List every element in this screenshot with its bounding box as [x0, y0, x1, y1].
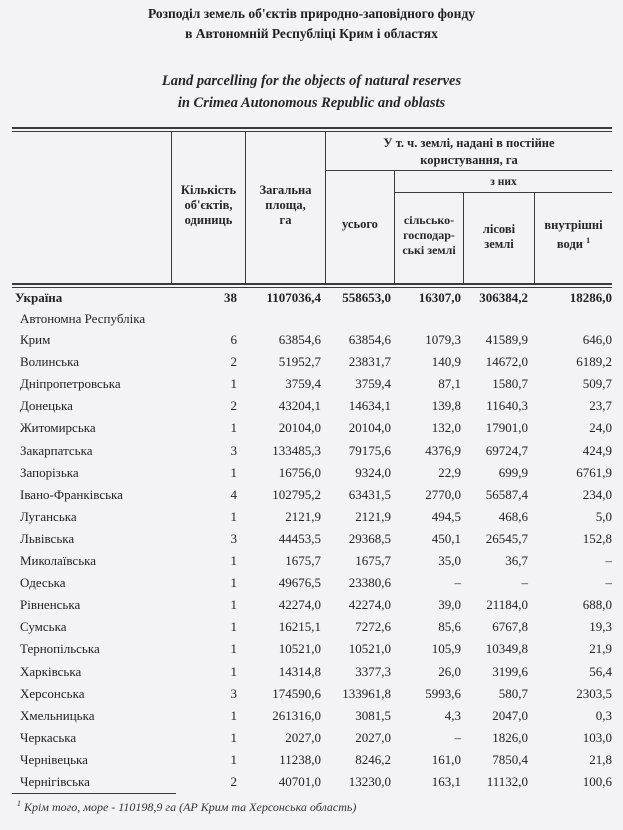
cell-water: 6761,9 — [576, 464, 612, 480]
row-name: Тернопільська — [20, 641, 100, 657]
row-name: Івано-Франківська — [20, 486, 123, 502]
header-of-them-label: з них — [490, 176, 517, 188]
cell-count: 2 — [230, 398, 237, 414]
cell-water: 5,0 — [595, 508, 612, 524]
cell-water: – — [605, 575, 612, 591]
cell-count: 1 — [230, 420, 237, 436]
header-count — [172, 183, 245, 228]
cell-all: 63854,6 — [348, 332, 391, 347]
cell-total-area: 1107036,4 — [266, 290, 321, 305]
row-name: Україна — [15, 290, 63, 305]
cell-agricultural: 35,0 — [438, 553, 461, 568]
table-row — [0, 730, 623, 751]
title-en-line-1: Land parcelling for the objects of natural reserves — [161, 73, 462, 89]
cell-water: 19,3 — [589, 619, 612, 635]
cell-forest: 1826,0 — [492, 729, 528, 745]
row-name: Миколаївська — [20, 553, 97, 568]
cell-total-area: 133485,3 — [272, 442, 321, 458]
cell-water: 23,7 — [589, 398, 612, 414]
cell-agricultural: 4,3 — [444, 707, 461, 723]
row-name: Житомирська — [20, 420, 96, 436]
cell-all: 1675,7 — [355, 553, 391, 568]
cell-count: 1 — [230, 508, 237, 524]
cell-total-area: 102795,2 — [272, 486, 321, 502]
cell-water: 152,8 — [582, 530, 612, 546]
cell-water: 56,4 — [589, 663, 612, 679]
cell-count: 6 — [230, 332, 237, 347]
table-row — [0, 553, 623, 574]
cell-count: 1 — [230, 641, 237, 657]
footnote-mark: 1 — [586, 236, 591, 245]
cell-all: 3759,4 — [355, 376, 391, 392]
header-all-label: усього — [342, 217, 378, 231]
title-english — [0, 70, 623, 114]
table-row — [0, 597, 623, 618]
row-name: Донецька — [20, 398, 73, 414]
cell-all: 23380,6 — [348, 575, 391, 591]
cell-count: 1 — [230, 553, 237, 568]
cell-all: 7272,6 — [355, 619, 391, 635]
cell-total-area: 42274,0 — [278, 597, 321, 613]
table-row — [0, 420, 623, 441]
header-bottom-rule — [12, 283, 612, 285]
cell-agricultural: 161,0 — [431, 751, 461, 767]
footnote-rule — [12, 793, 176, 794]
table-row — [0, 708, 623, 729]
row-name: Запорізька — [20, 464, 79, 480]
table-row — [0, 664, 623, 685]
header-all — [326, 217, 394, 232]
cell-count: 1 — [230, 751, 237, 767]
cell-all: 23831,7 — [348, 354, 391, 370]
cell-all: 79175,6 — [348, 442, 391, 458]
row-name: Хмельницька — [20, 707, 95, 723]
cell-all: 42274,0 — [348, 597, 391, 613]
row-name: Закарпатська — [20, 442, 93, 458]
cell-count: 38 — [224, 290, 237, 305]
cell-forest: 7850,4 — [492, 751, 528, 767]
cell-forest: 11132,0 — [486, 774, 528, 789]
header-inland-water — [535, 218, 612, 252]
cell-agricultural: 163,1 — [431, 774, 461, 789]
table-row — [0, 354, 623, 375]
row-name: Крим — [20, 332, 51, 347]
cell-forest: 306384,2 — [479, 290, 528, 305]
cell-water: 646,0 — [582, 332, 612, 347]
row-name: Чернівецька — [20, 751, 88, 767]
cell-water: 100,6 — [582, 774, 612, 789]
row-name: Херсонська — [20, 685, 85, 701]
cell-count: 1 — [230, 619, 237, 635]
cell-total-area: 16756,0 — [278, 464, 321, 480]
table-row — [0, 509, 623, 530]
cell-total-area: 174590,6 — [272, 685, 321, 701]
header-count-line-3: одиниць — [184, 213, 233, 227]
cell-agricultural: 139,8 — [431, 398, 461, 414]
cell-agricultural: 5993,6 — [425, 685, 461, 701]
cell-all: 3081,5 — [355, 707, 391, 723]
table-row — [0, 575, 623, 596]
cell-water: 24,0 — [589, 420, 612, 436]
cell-forest: 699,9 — [498, 464, 528, 480]
table-row-total — [0, 290, 623, 311]
cell-forest: 3199,6 — [492, 663, 528, 679]
footnote-text: Крім того, море - 110198,9 га (АР Крим та Херсонська область) — [24, 800, 357, 814]
cell-forest: 56587,4 — [485, 486, 528, 502]
cell-total-area: 16215,1 — [278, 619, 321, 635]
cell-agricultural: 2770,0 — [425, 486, 461, 502]
cell-water: 234,0 — [582, 486, 612, 502]
header-bottom-rule-inner — [12, 287, 612, 288]
cell-total-area: 44453,5 — [278, 530, 321, 546]
header-agricultural — [395, 213, 463, 258]
cell-forest: 580,7 — [498, 685, 528, 701]
cell-count: 3 — [230, 685, 237, 701]
cell-water: 21,8 — [589, 751, 612, 767]
cell-forest: 10349,8 — [485, 641, 528, 657]
row-name: Рівненська — [20, 597, 81, 613]
table-row — [0, 487, 623, 508]
table-row — [0, 641, 623, 662]
header-water-line-1: внутрішні — [544, 218, 603, 232]
cell-agricultural: 140,9 — [431, 354, 461, 370]
cell-forest: 41589,9 — [485, 332, 528, 347]
header-total-area-line-1: Загальна — [259, 183, 312, 197]
header-count-line-1: Кількість — [180, 183, 237, 197]
cell-all: 63431,5 — [348, 486, 391, 502]
cell-count: 1 — [230, 376, 237, 392]
cell-agricultural: 1079,3 — [425, 332, 461, 347]
cell-all: 13230,0 — [348, 774, 391, 789]
row-name: Львівська — [20, 530, 75, 546]
cell-all: 10521,0 — [348, 641, 391, 657]
header-agri-line-2: господар- — [403, 228, 455, 242]
cell-all: 3377,3 — [355, 663, 391, 679]
cell-count: 3 — [230, 530, 237, 546]
cell-count: 1 — [230, 464, 237, 480]
table-row — [0, 376, 623, 397]
group-label-row — [0, 311, 623, 332]
table-row — [0, 619, 623, 640]
header-total-area-line-2: площа, — [265, 198, 306, 212]
cell-all: 133961,8 — [342, 685, 391, 701]
cell-total-area: 14314,8 — [278, 663, 321, 679]
cell-forest: 17901,0 — [485, 420, 528, 436]
cell-water: 6189,2 — [576, 354, 612, 370]
cell-count: 1 — [230, 575, 237, 591]
row-name: Сумська — [20, 619, 67, 635]
cell-total-area: 2121,9 — [285, 508, 321, 524]
cell-agricultural: 26,0 — [438, 663, 461, 679]
table-row — [0, 465, 623, 486]
table-row — [0, 774, 623, 795]
cell-count: 1 — [230, 597, 237, 613]
cell-forest: 36,7 — [505, 553, 528, 568]
cell-total-area: 40701,0 — [278, 774, 321, 789]
cell-water: 21,9 — [589, 641, 612, 657]
header-permanent-use-line-1: У т. ч. землі, надані в постійне — [383, 136, 555, 150]
cell-count: 1 — [230, 663, 237, 679]
title-ukrainian — [0, 4, 623, 44]
header-agri-line-3: ські землі — [402, 243, 456, 257]
cell-water: 2303,5 — [576, 685, 612, 701]
header-forest-line-1: лісові — [482, 222, 516, 236]
header-permanent-use-line-2: користування, га — [420, 153, 518, 167]
cell-total-area: 11238,0 — [279, 751, 321, 767]
header-agri-line-1: сільсько- — [403, 213, 455, 227]
row-name: Черкаська — [20, 729, 77, 745]
cell-total-area: 51952,7 — [278, 354, 321, 370]
cell-forest: 69724,7 — [485, 442, 528, 458]
cell-agricultural: – — [454, 729, 461, 745]
title-uk-line-1: Розподіл земель об'єктів природно-заповідного фонду — [147, 6, 476, 21]
cell-total-area: 49676,5 — [278, 575, 321, 591]
table-row — [0, 398, 623, 419]
header-water-label: води — [556, 237, 583, 252]
permanent-use-rule — [325, 170, 612, 171]
cell-all: 29368,5 — [348, 530, 391, 546]
cell-forest: – — [521, 575, 528, 591]
cell-agricultural: 87,1 — [438, 376, 461, 392]
header-forest — [464, 222, 534, 252]
cell-agricultural: 132,0 — [431, 420, 461, 436]
cell-total-area: 20104,0 — [278, 420, 321, 436]
table-row — [0, 531, 623, 552]
cell-total-area: 3759,4 — [285, 376, 321, 392]
group-label: Автономна Республіка — [20, 311, 146, 326]
cell-agricultural: 494,5 — [431, 508, 461, 524]
cell-water: 424,9 — [582, 442, 612, 458]
cell-forest: 2047,0 — [492, 707, 528, 723]
cell-total-area: 63854,6 — [278, 332, 321, 347]
cell-total-area: 43204,1 — [278, 398, 321, 414]
cell-forest: 11640,3 — [486, 398, 528, 414]
table-row — [0, 332, 623, 353]
cell-all: 2121,9 — [355, 508, 391, 524]
top-rule — [12, 127, 612, 129]
cell-all: 20104,0 — [348, 420, 391, 436]
table-row — [0, 686, 623, 707]
header-forest-line-2: землі — [484, 237, 514, 251]
row-name: Чернігівська — [20, 774, 90, 789]
title-uk-line-2: в Автономній Республіці Крим і областях — [185, 26, 438, 41]
cell-agricultural: 4376,9 — [425, 442, 461, 458]
cell-forest: 6767,8 — [492, 619, 528, 635]
cell-water: 0,3 — [595, 707, 612, 723]
cell-agricultural: 16307,0 — [418, 290, 461, 305]
cell-count: 2 — [230, 774, 237, 789]
cell-total-area: 10521,0 — [278, 641, 321, 657]
cell-count: 2 — [230, 354, 237, 370]
row-name: Луганська — [20, 508, 77, 524]
table-row — [0, 752, 623, 773]
cell-water: – — [605, 553, 612, 568]
footnote — [17, 799, 356, 815]
cell-agricultural: 22,9 — [438, 464, 461, 480]
cell-agricultural: 450,1 — [431, 530, 461, 546]
cell-all: 9324,0 — [355, 464, 391, 480]
cell-count: 1 — [230, 729, 237, 745]
header-permanent-use — [326, 135, 612, 169]
header-total-area-line-3: га — [279, 213, 292, 227]
cell-agricultural: 85,6 — [438, 619, 461, 635]
cell-forest: 21184,0 — [486, 597, 528, 613]
footnote-mark-bottom: 1 — [17, 799, 21, 808]
cell-total-area: 2027,0 — [285, 729, 321, 745]
cell-total-area: 1675,7 — [285, 553, 321, 568]
cell-water: 18286,0 — [569, 290, 612, 305]
cell-forest: 14672,0 — [485, 354, 528, 370]
header-water-line-2 — [535, 233, 612, 252]
cell-total-area: 261316,0 — [272, 707, 321, 723]
header-count-line-2: об'єктів, — [184, 198, 233, 212]
cell-forest: 26545,7 — [485, 530, 528, 546]
cell-forest: 468,6 — [498, 508, 528, 524]
cell-count: 4 — [230, 486, 237, 502]
row-name: Дніпропетровська — [20, 376, 121, 392]
cell-all: 558653,0 — [342, 290, 391, 305]
cell-count: 3 — [230, 442, 237, 458]
cell-all: 14634,1 — [348, 398, 391, 414]
cell-water: 688,0 — [582, 597, 612, 613]
header-total-area — [246, 183, 325, 228]
cell-water: 103,0 — [582, 729, 612, 745]
cell-all: 2027,0 — [355, 729, 391, 745]
row-name: Харківська — [20, 663, 82, 679]
cell-agricultural: 105,9 — [431, 641, 461, 657]
title-en-line-2: in Crimea Autonomous Republic and oblasts — [177, 95, 446, 111]
cell-count: 1 — [230, 707, 237, 723]
row-name: Одеська — [20, 575, 66, 591]
cell-agricultural: – — [454, 575, 461, 591]
table-row — [0, 443, 623, 464]
header-of-them — [395, 175, 612, 190]
cell-all: 8246,2 — [355, 751, 391, 767]
of-them-rule — [394, 192, 612, 193]
row-name: Волинська — [20, 354, 79, 370]
cell-forest: 1580,7 — [492, 376, 528, 392]
top-rule-inner — [12, 131, 612, 132]
cell-water: 509,7 — [582, 376, 612, 392]
cell-agricultural: 39,0 — [438, 597, 461, 613]
